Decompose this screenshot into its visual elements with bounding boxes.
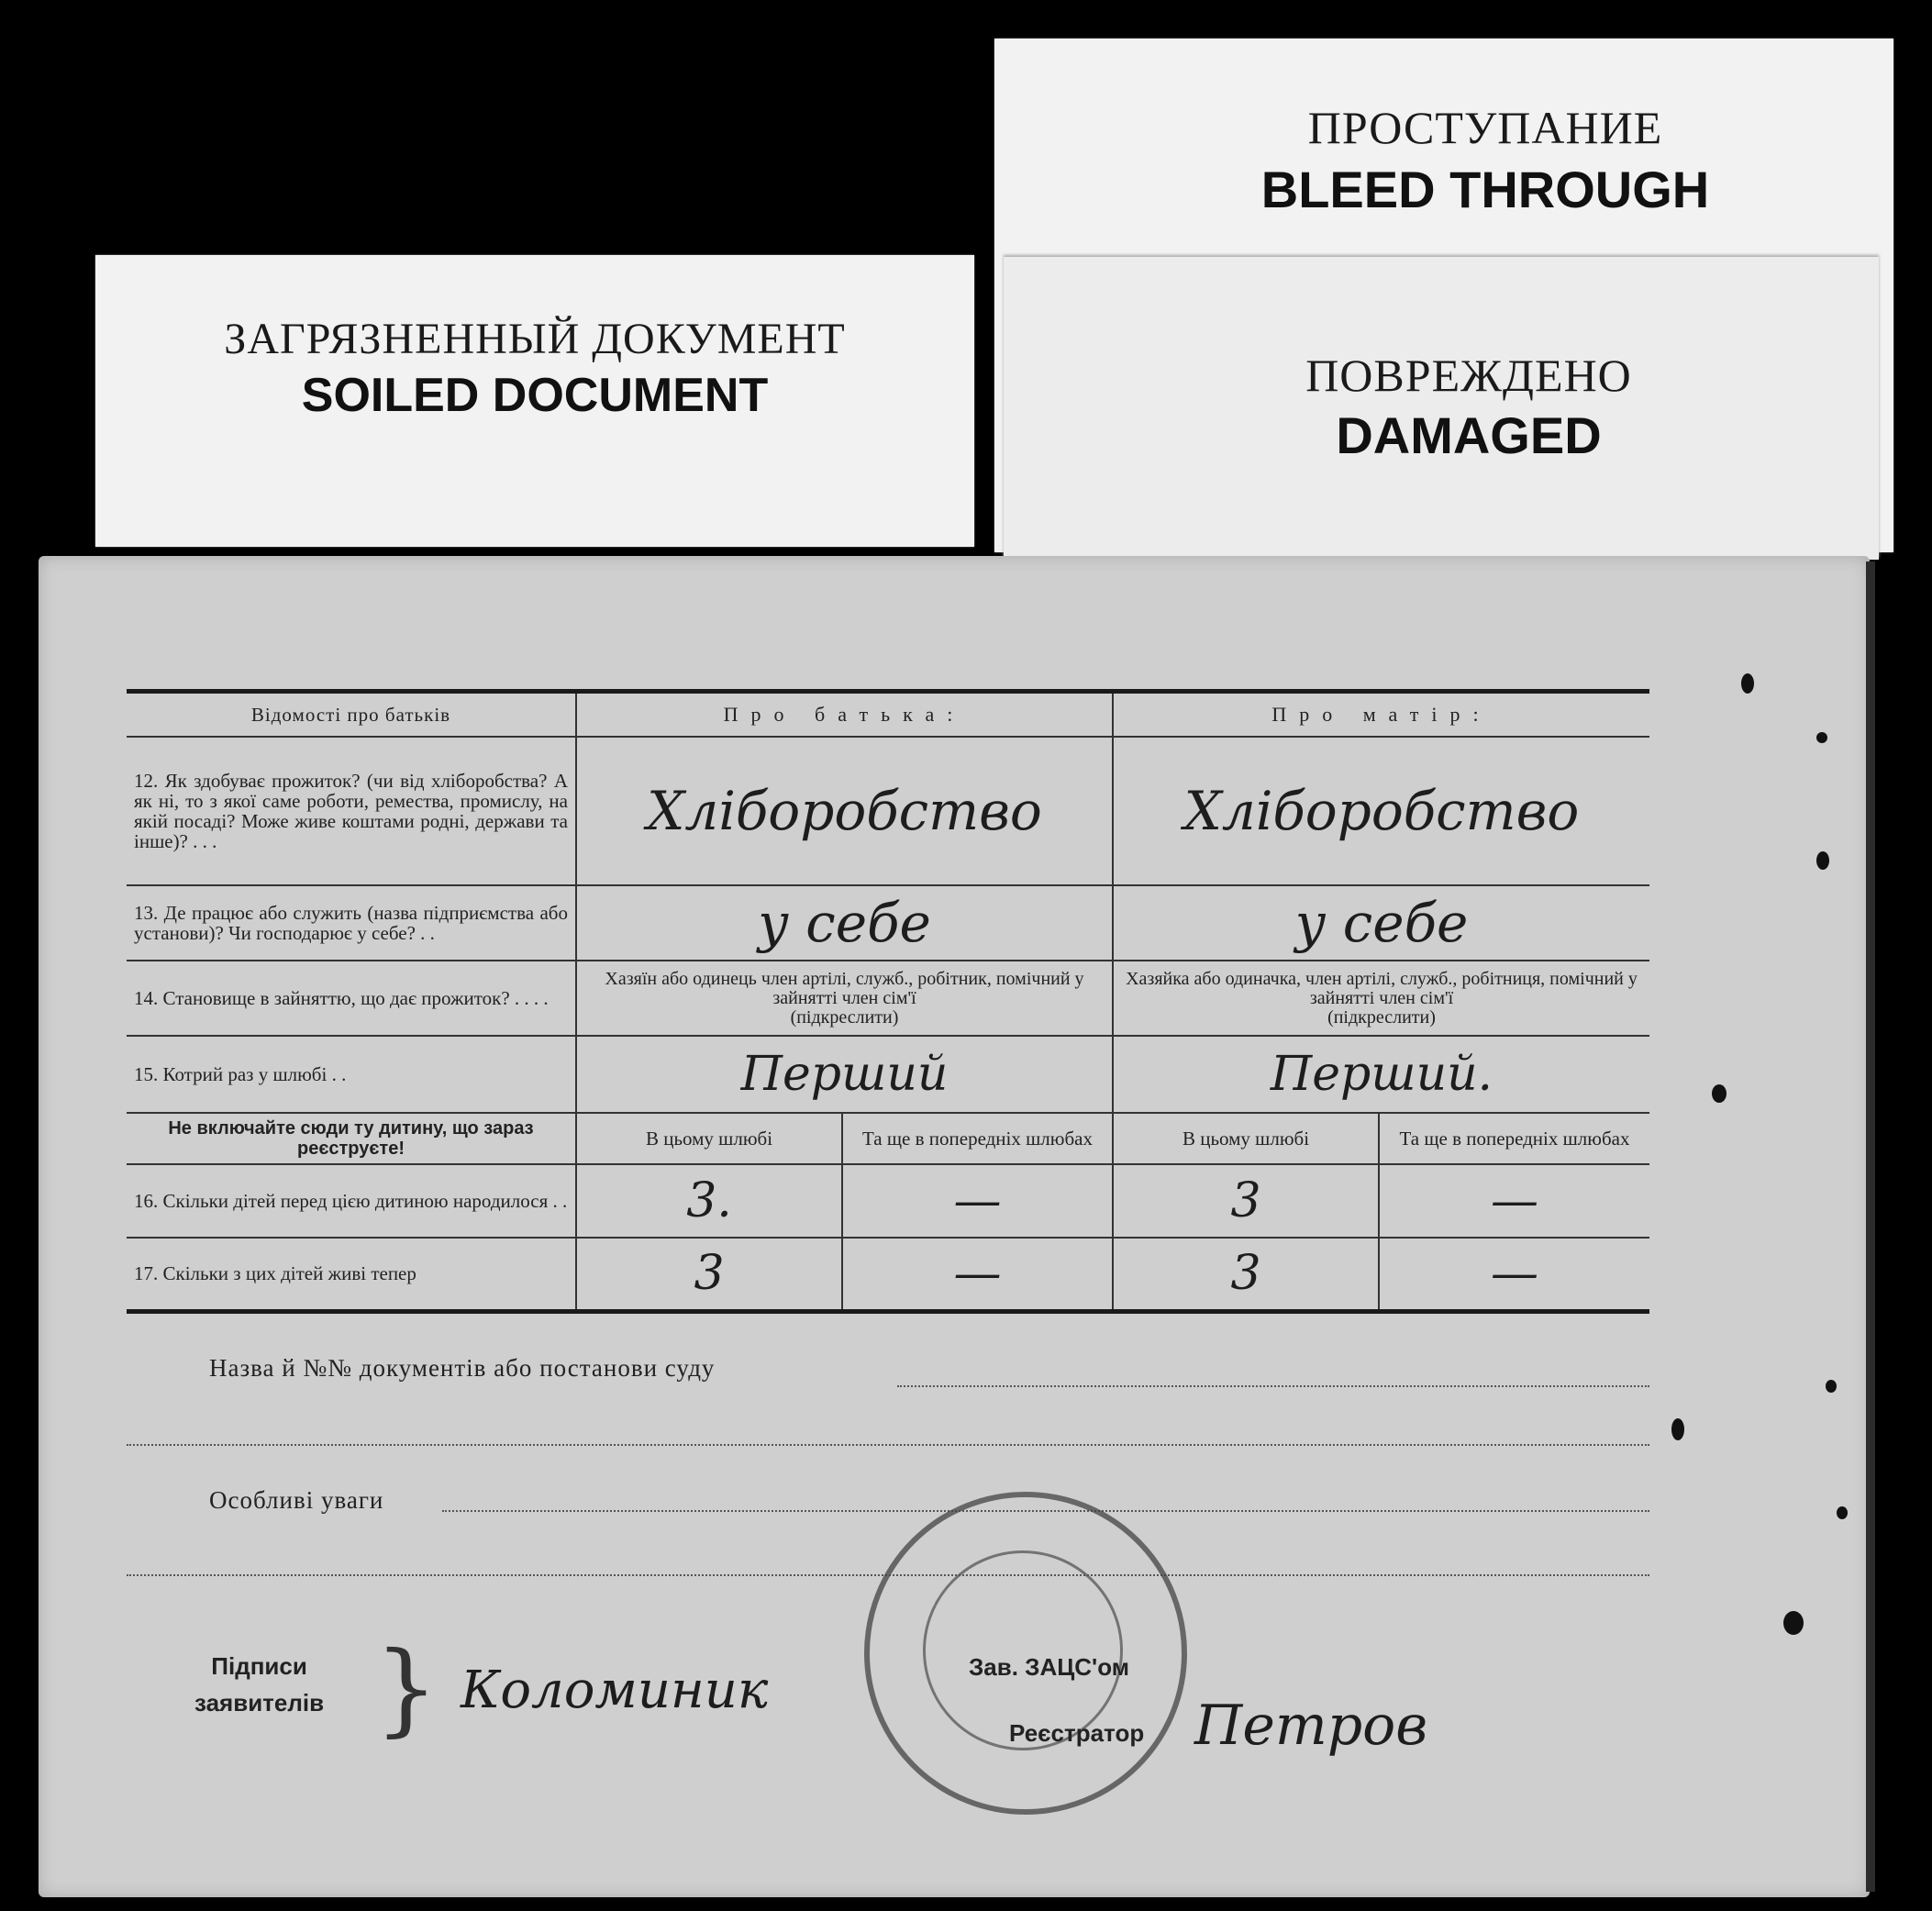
- punch-hole: [1712, 1084, 1727, 1103]
- mother-previous-header: Та ще в попередніх шлюбах: [1379, 1113, 1649, 1164]
- header-mother: Про матір:: [1113, 692, 1649, 738]
- answer-15-mother: Перший.: [1113, 1036, 1649, 1113]
- answer-17-father-prev: —: [842, 1238, 1113, 1311]
- sheet-edge: [1866, 561, 1875, 1892]
- question-15: 15. Котрий раз у шлюбі . .: [127, 1036, 576, 1113]
- answer-16-mother-this: 3: [1113, 1164, 1379, 1238]
- mother-note: (підкреслити): [1327, 1006, 1436, 1028]
- punch-hole: [1783, 1611, 1804, 1635]
- father-previous-header: Та ще в попередніх шлюбах: [842, 1113, 1113, 1164]
- answer-13-father: у себе: [576, 885, 1113, 961]
- zags-label: Зав. ЗАЦС'ом: [969, 1653, 1129, 1681]
- damaged-label-ru: ПОВРЕЖДЕНО: [1305, 350, 1632, 401]
- table-header-row: [127, 692, 1649, 738]
- question-14: 14. Становище в зайняттю, що дає прожиток? . . . .: [127, 961, 576, 1036]
- bleed-label-en: BLEED THROUGH: [1260, 161, 1710, 218]
- table-row-children-header: [127, 1113, 1649, 1164]
- document-sheet: [39, 556, 1870, 1897]
- registrar-label: Реєстратор: [1009, 1719, 1145, 1747]
- documents-label: Назва й №№ документів або постанови суду: [209, 1354, 716, 1382]
- bleed-label-ru: ПРОСТУПАНИЕ: [1307, 102, 1663, 153]
- mother-options: Хазяйка або одиначка, член артілі, служб., робітниця, помічний у зайнятті член сім'ї: [1126, 968, 1638, 1008]
- remarks-label: Особливі уваги: [209, 1486, 384, 1514]
- registrar-signature: Петров: [1194, 1694, 1428, 1758]
- table-row-q15: [127, 1036, 1649, 1113]
- soiled-label-en: SOILED DOCUMENT: [301, 369, 769, 422]
- applicant-signature: Коломиник: [461, 1661, 769, 1720]
- punch-hole: [1671, 1418, 1684, 1440]
- punch-hole: [1816, 732, 1827, 743]
- table-row-q13: [127, 885, 1649, 961]
- question-13: 13. Де працює або служить (назва підприємства або установи)? Чи господарює у себе? . .: [127, 885, 576, 961]
- documents-dotted-line-2: [127, 1444, 1649, 1446]
- mother-this-marriage-header: В цьому шлюбі: [1113, 1113, 1379, 1164]
- signatures-label-line2: заявителів: [194, 1689, 325, 1717]
- table-row-q16: [127, 1164, 1649, 1238]
- punch-hole: [1741, 673, 1754, 694]
- signatures-label-line1: Підписи: [211, 1652, 307, 1680]
- punch-hole: [1837, 1506, 1848, 1519]
- table-row-q17: [127, 1238, 1649, 1311]
- answer-16-father-prev: —: [842, 1164, 1113, 1238]
- documents-dotted-line: [897, 1385, 1649, 1387]
- answer-13-mother: у себе: [1113, 885, 1649, 961]
- answer-12-mother: Хліборобство: [1113, 737, 1649, 885]
- father-note: (підкреслити): [790, 1006, 899, 1028]
- answer-14-mother: [1113, 961, 1649, 1036]
- answer-16-mother-prev: —: [1379, 1164, 1649, 1238]
- parents-info-table: [127, 689, 1649, 1314]
- answer-12-father: Хліборобство: [576, 737, 1113, 885]
- question-12: 12. Як здобуває прожиток? (чи від хліборобства? А як ні, то з якої саме роботи, ремества, промислу, на якій посаді? Може живе коштами родні, держави та інше)? . . .: [127, 737, 576, 885]
- father-options: Хазяїн або одинець член артілі, служб., робітник, помічний у зайнятті член сім'ї: [605, 968, 1084, 1008]
- table-row-q12: [127, 737, 1649, 885]
- children-note: Не включайте сюди ту дитину, що зараз реєструєте!: [127, 1113, 576, 1164]
- punch-hole: [1816, 851, 1829, 870]
- punch-hole: [1826, 1380, 1837, 1393]
- header-parents-info: Відомості про батьків: [127, 692, 576, 738]
- soiled-document-card: [95, 255, 974, 547]
- question-16: 16. Скільки дітей перед цією дитиною народилося . .: [127, 1164, 576, 1238]
- answer-17-father-this: 3: [576, 1238, 842, 1311]
- brace-icon: }: [374, 1629, 439, 1747]
- signatures-label: [194, 1648, 324, 1721]
- answer-17-mother-prev: —: [1379, 1238, 1649, 1311]
- answer-15-father: Перший: [576, 1036, 1113, 1113]
- answer-16-father-this: 3.: [576, 1164, 842, 1238]
- damaged-card: [1004, 257, 1879, 560]
- header-father: Про батька:: [576, 692, 1113, 738]
- answer-14-father: [576, 961, 1113, 1036]
- answer-17-mother-this: 3: [1113, 1238, 1379, 1311]
- father-this-marriage-header: В цьому шлюбі: [576, 1113, 842, 1164]
- soiled-label-ru: ЗАГРЯЗНЕННЫЙ ДОКУМЕНТ: [224, 315, 846, 363]
- table-row-q14: [127, 961, 1649, 1036]
- damaged-label-en: DAMAGED: [1336, 406, 1602, 464]
- question-17: 17. Скільки з цих дітей живі тепер: [127, 1238, 576, 1311]
